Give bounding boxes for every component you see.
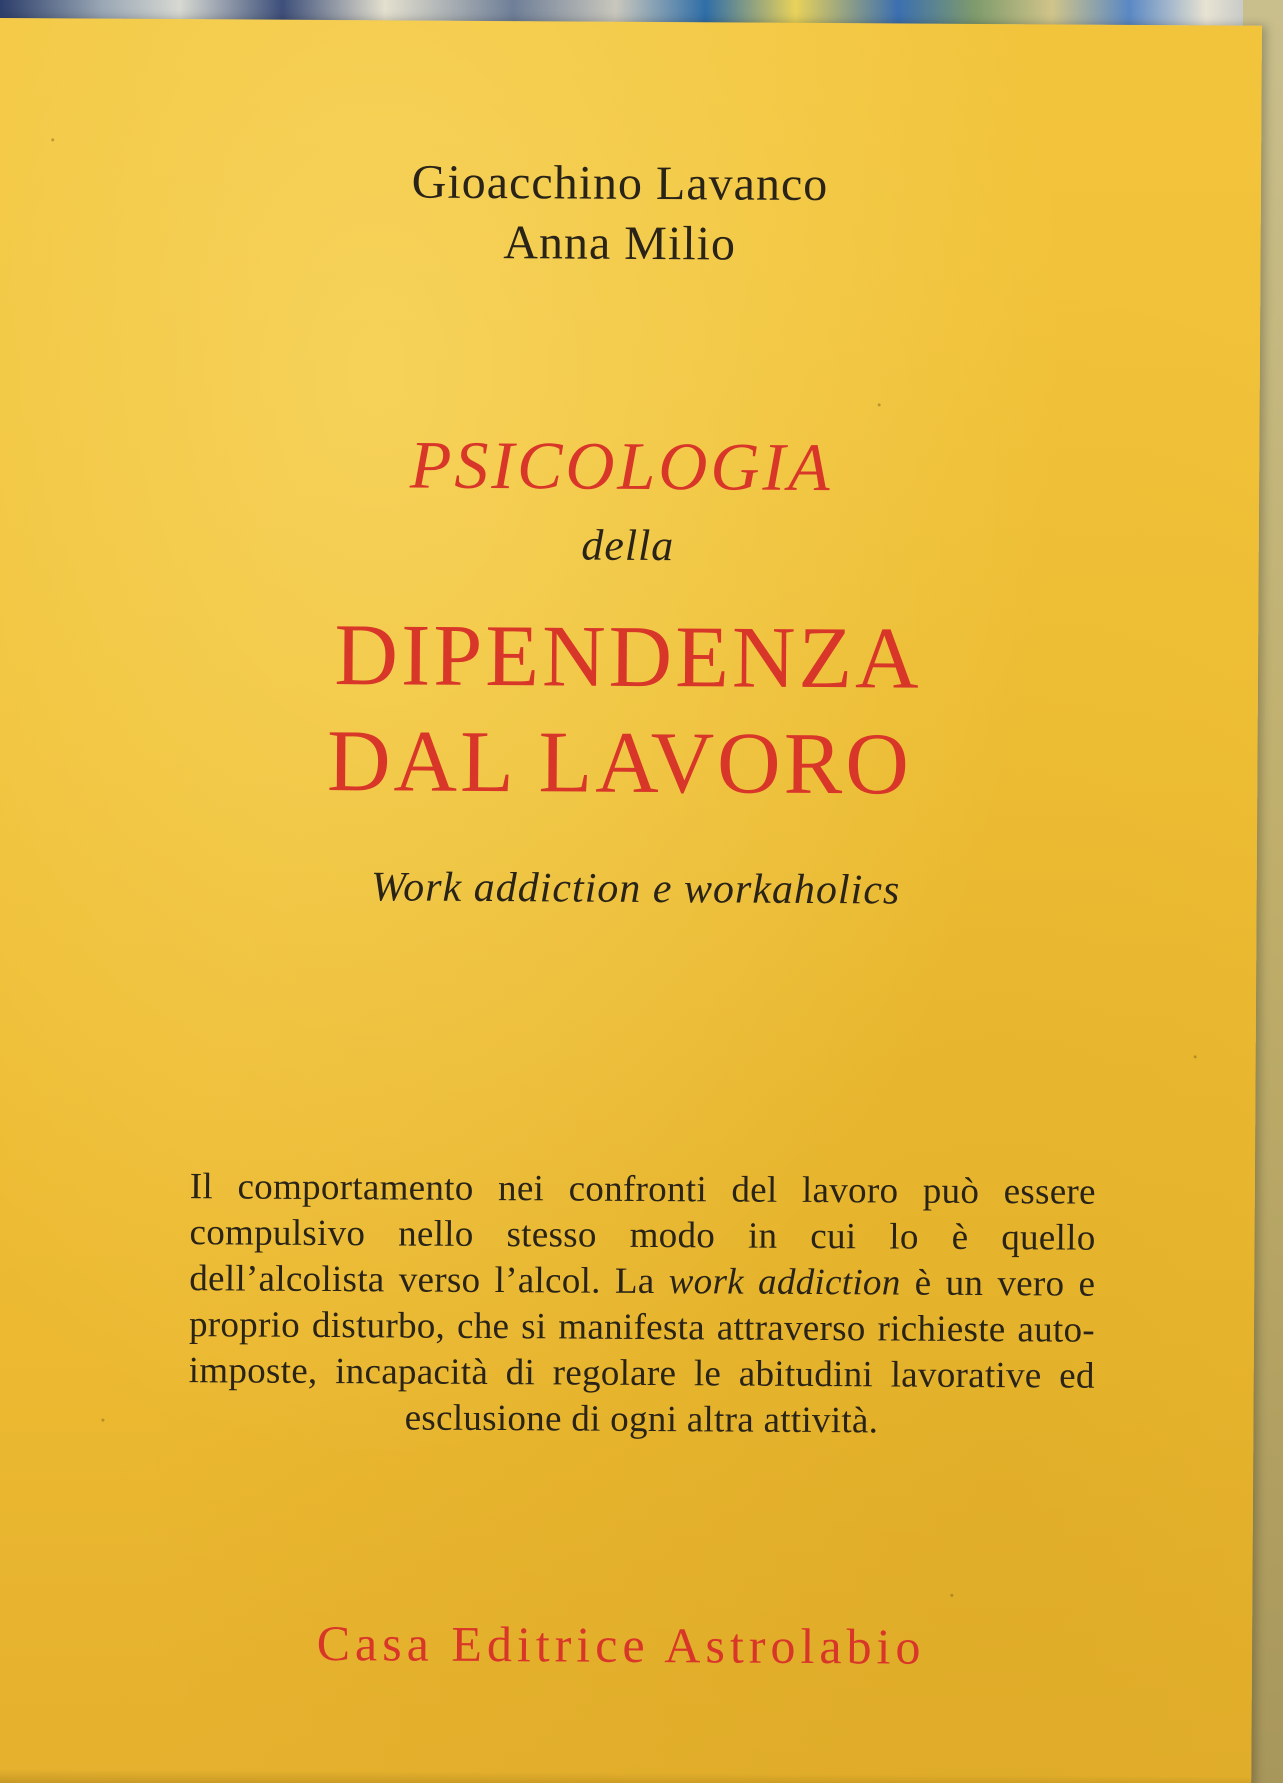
title-psicologia: PSICOLOGIA [409,426,833,506]
blurb-part-1: Il comportamento nei confronti del lavoro può essere compulsivo nello stesso modo in cui lo è quello dell’alcolista verso l’alcol. La [189,1166,1096,1303]
title-dipendenza: DIPENDENZA [334,607,923,708]
paper-speck [101,1419,104,1422]
author-name: Gioacchino Lavanco [411,155,829,212]
title-dal-lavoro: DAL LAVORO [326,713,913,814]
subtitle: Work addiction e workaholics [370,864,901,914]
author-name: Anna Milio [503,216,737,271]
paper-speck [878,403,881,406]
book-cover [0,18,1262,1783]
paper-speck [51,138,54,141]
title-della: della [581,520,675,571]
publisher-name: Casa Editrice Astrolabio [316,1614,926,1675]
paper-speck [950,1594,953,1597]
blurb-emphasis: work addiction [668,1261,901,1304]
paper-speck [1194,1055,1197,1058]
blurb-part-2: è un vero e proprio disturbo, che si manifesta attraverso richieste auto-imposte, incapacità di regolare le abitudini lavorative ed esclusione di ogni altra attività. [188,1262,1096,1442]
cover-bottom-edge [0,1769,1251,1783]
blurb-text [188,1164,1096,1446]
